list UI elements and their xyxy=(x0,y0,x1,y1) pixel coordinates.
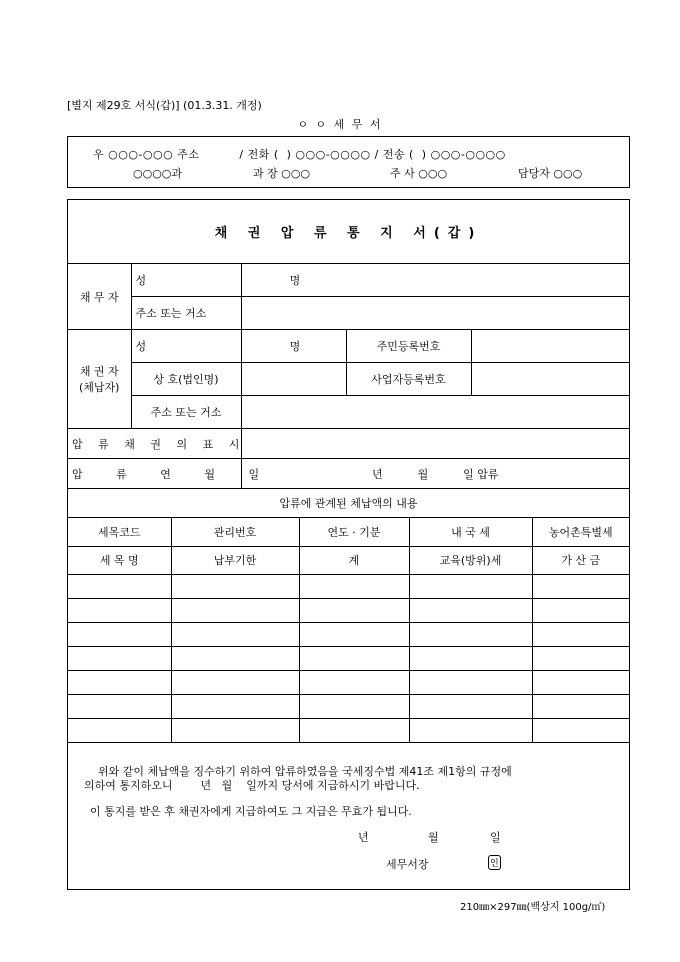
header-education-tax: 교육(방위)세 xyxy=(409,546,532,574)
arrears-table xyxy=(68,518,629,743)
form-reference: [별지 제29호 서식(갑)] (01.3.31. 개정) xyxy=(67,99,262,112)
form-title: 채 권 압 류 통 지 서(갑) xyxy=(68,200,629,264)
arrears-cell[interactable] xyxy=(68,646,171,670)
person-in-charge: 담당자 ○○○ xyxy=(518,167,583,180)
arrears-row xyxy=(68,574,629,598)
arrears-cell[interactable] xyxy=(68,670,171,694)
arrears-cell[interactable] xyxy=(299,622,409,646)
signer: 세무서장 xyxy=(386,857,429,871)
debtor-address-field[interactable] xyxy=(241,297,629,330)
seized-claim-label: 압 류 채 권 의 표 시 xyxy=(68,429,241,459)
notice-line-2: 의하여 통지하오니 년 월 일까지 당서에 지급하시기 바랍니다. xyxy=(84,778,420,792)
section-chief: 과 장 ○○○ xyxy=(253,167,311,180)
arrears-cell[interactable] xyxy=(409,622,532,646)
arrears-cell[interactable] xyxy=(299,646,409,670)
header-control-number: 관리번호 xyxy=(171,518,299,546)
paper-spec: 210㎜×297㎜(백상지 100g/㎡) xyxy=(460,902,606,913)
tax-office-name: ㅇ ㅇ 세 무 서 xyxy=(297,118,383,131)
creditor-address-field[interactable] xyxy=(241,396,629,429)
arrears-cell[interactable] xyxy=(68,718,171,742)
arrears-cell[interactable] xyxy=(532,670,629,694)
arrears-row xyxy=(68,646,629,670)
arrears-cell[interactable] xyxy=(299,718,409,742)
resident-id-label: 주민등록번호 xyxy=(346,330,471,363)
debtor-address-label: 주소 또는 거소 xyxy=(131,297,241,330)
header-due-date: 납부기한 xyxy=(171,546,299,574)
notice-line-3: 이 통지를 받은 후 채권자에게 지급하여도 그 지급은 무효가 됩니다. xyxy=(90,804,412,818)
arrears-cell[interactable] xyxy=(68,574,171,598)
notice-form xyxy=(67,199,630,890)
company-name-label: 상 호(법인명) xyxy=(131,363,241,396)
notice-text xyxy=(68,743,629,889)
arrears-section-title: 압류에 관계된 체납액의 내용 xyxy=(68,489,629,518)
arrears-cell[interactable] xyxy=(409,646,532,670)
arrears-cell[interactable] xyxy=(171,598,299,622)
arrears-row xyxy=(68,670,629,694)
arrears-cell[interactable] xyxy=(171,718,299,742)
arrears-cell[interactable] xyxy=(532,598,629,622)
header-national-tax: 내 국 세 xyxy=(409,518,532,546)
arrears-cell[interactable] xyxy=(532,718,629,742)
seizure-date-label: 압 류 연 월 일 xyxy=(68,459,241,489)
creditor-address-label: 주소 또는 거소 xyxy=(131,396,241,429)
header-rural-special-tax: 농어촌특별세 xyxy=(532,518,629,546)
arrears-cell[interactable] xyxy=(171,694,299,718)
company-name-field[interactable] xyxy=(241,363,346,396)
seizure-date-field[interactable]: 년 월 일 압류 xyxy=(241,459,629,489)
arrears-row xyxy=(68,718,629,742)
date-day: 일 xyxy=(490,830,501,844)
business-id-label: 사업자등록번호 xyxy=(346,363,471,396)
creditor-label: 채 권 자 (체납자) xyxy=(68,330,131,429)
arrears-cell[interactable] xyxy=(532,574,629,598)
header-year-period: 연도 · 기분 xyxy=(299,518,409,546)
arrears-cell[interactable] xyxy=(171,574,299,598)
arrears-cell[interactable] xyxy=(68,598,171,622)
resident-id-field[interactable] xyxy=(471,330,629,363)
debtor-label: 채 무 자 xyxy=(68,264,131,330)
contact-box xyxy=(67,136,630,188)
seized-claim-field[interactable] xyxy=(241,429,629,459)
arrears-cell[interactable] xyxy=(171,646,299,670)
business-id-field[interactable] xyxy=(471,363,629,396)
arrears-cell[interactable] xyxy=(409,670,532,694)
header-tax-name: 세 목 명 xyxy=(68,546,171,574)
arrears-cell[interactable] xyxy=(68,694,171,718)
date-year: 년 xyxy=(358,830,369,844)
arrears-cell[interactable] xyxy=(409,574,532,598)
arrears-cell[interactable] xyxy=(171,670,299,694)
arrears-cell[interactable] xyxy=(532,694,629,718)
header-tax-code: 세목코드 xyxy=(68,518,171,546)
arrears-cell[interactable] xyxy=(409,598,532,622)
creditor-name-label: 성 명 xyxy=(131,330,241,363)
seal-icon: 인 xyxy=(488,855,501,870)
arrears-cell[interactable] xyxy=(532,646,629,670)
notice-line-1: 위와 같이 체납액을 징수하기 위하여 압류하였음을 국세징수법 제41조 제1항의 규정에 xyxy=(98,764,512,778)
date-month: 월 xyxy=(428,830,439,844)
form-upper-table xyxy=(68,200,629,518)
arrears-cell[interactable] xyxy=(299,694,409,718)
arrears-cell[interactable] xyxy=(409,694,532,718)
arrears-cell[interactable] xyxy=(299,574,409,598)
department: ○○○○과 xyxy=(133,167,183,180)
arrears-row xyxy=(68,598,629,622)
header-penalty: 가 산 금 xyxy=(532,546,629,574)
header-total: 계 xyxy=(299,546,409,574)
arrears-cell[interactable] xyxy=(299,670,409,694)
arrears-cell[interactable] xyxy=(409,718,532,742)
arrears-cell[interactable] xyxy=(299,598,409,622)
arrears-cell[interactable] xyxy=(532,622,629,646)
arrears-row xyxy=(68,622,629,646)
arrears-row xyxy=(68,694,629,718)
contact-address-line: 우 ○○○-○○○ 주소 / 전화 ( ) ○○○-○○○○ / 전송 ( ) ○○○-○○○○ xyxy=(93,148,506,161)
debtor-name-label: 성 명 xyxy=(131,264,241,297)
arrears-cell[interactable] xyxy=(171,622,299,646)
arrears-cell[interactable] xyxy=(68,622,171,646)
officer: 주 사 ○○○ xyxy=(390,167,448,180)
